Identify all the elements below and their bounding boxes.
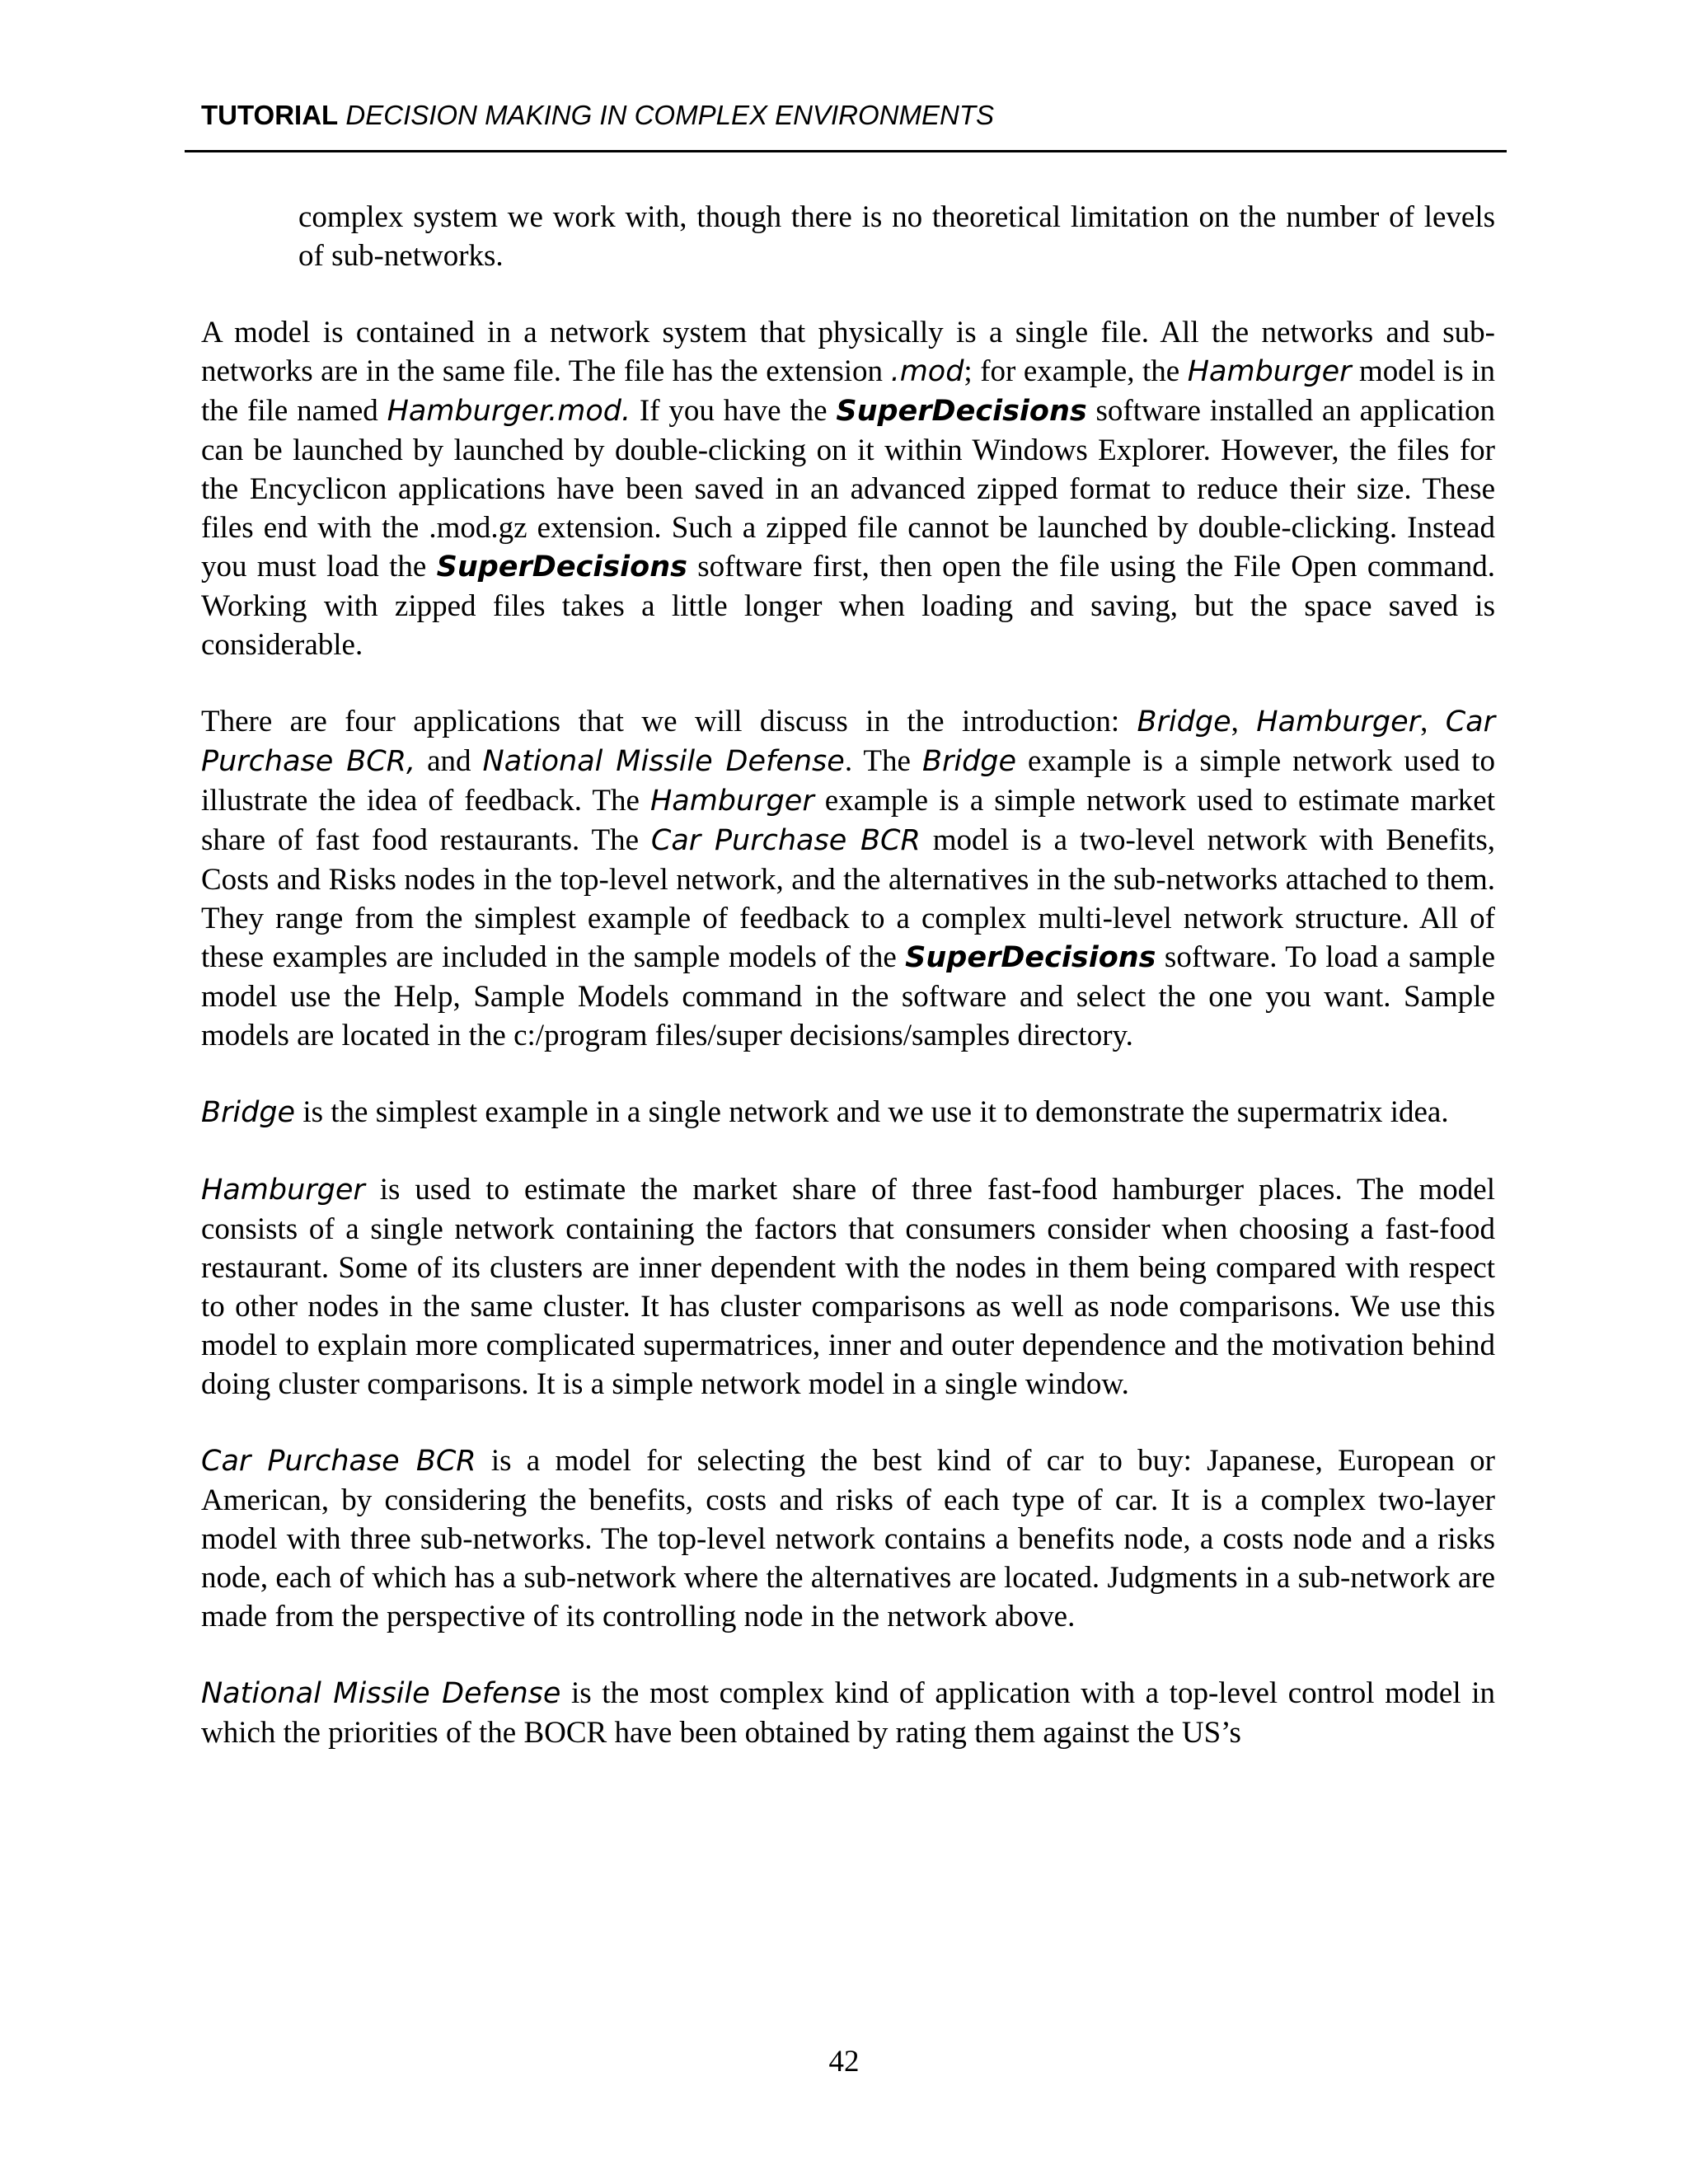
header-rule — [185, 150, 1507, 152]
model-name: Hamburger — [1187, 355, 1352, 388]
software-name: SuperDecisions — [836, 395, 1087, 428]
text-run: There are four applications that we will discuss in the introduction: — [201, 705, 1137, 738]
paragraph-bridge — [201, 1093, 1495, 1132]
text-run: A model is contained in a network system that physically is a single file. All the networks and sub-networks are in the same file. The file has the extension — [201, 316, 1495, 388]
model-name: Hamburger — [1256, 705, 1421, 738]
text-run: is used to estimate the market share of three fast-food hamburger places. The model consists of a single network containing the factors that consumers consider when choosing a fast-food restaurant. Some of its clusters are inner dependent with the nodes in them being compared with respect to other nodes in the same cluster. It has cluster comparisons as well as node comparisons. We use this model to explain more complicated supermatrices, inner and outer dependence and the motivation behind doing cluster comparisons. It is a simple network model in a single window. — [201, 1173, 1495, 1401]
text-run: example is a simple network used to estimate market share of fast food restaurants. The — [201, 784, 1495, 857]
text-run: , — [1420, 705, 1446, 738]
model-name: National Missile Defense — [201, 1677, 561, 1710]
text-run: is the most complex kind of application with a top-level control model in which the priorities of the BOCR have been obtained by rating them against the US’s — [201, 1676, 1495, 1750]
paragraph-continued — [298, 198, 1495, 275]
text-run: complex system we work with, though there is no theoretical limitation on the number of levels of sub-networks. — [298, 200, 1495, 273]
text-run: software first, then open the file using the File Open command. Working with zipped files takes a little longer when loading and saving, but the space saved is considerable. — [201, 550, 1495, 662]
text-run: . The — [844, 744, 922, 778]
paragraph-applications — [201, 702, 1495, 1055]
model-name: Bridge — [921, 745, 1017, 778]
software-name: SuperDecisions — [436, 551, 687, 583]
model-name: Bridge — [1137, 705, 1231, 738]
text-run: If you have the — [631, 394, 837, 428]
file-name: Hamburger.mod. — [387, 395, 631, 428]
text-run: software. To load a sample model use the Help, Sample Models command in the software and select the one you want. Sample models are located in the c:/program files/super decisions/samples directory. — [201, 940, 1495, 1052]
text-run: software installed an application can be launched by launched by double-clicking on it within Windows Explorer. However, the files for the Encyclicon applications have been saved in an advanced zipped format to reduce their size. These files end with the .mod.gz extension. Such a zipped file cannot be launched by double-clicking. Instead you must load the — [201, 394, 1495, 583]
model-name: Car Purchase BCR, — [201, 705, 1495, 778]
header-tutorial-label: TUTORIAL — [201, 100, 339, 130]
model-name: Car Purchase BCR — [201, 1445, 476, 1478]
text-run: , — [1231, 705, 1257, 738]
paragraph-model-file — [201, 313, 1495, 664]
text-run: model is in the file named — [201, 354, 1495, 428]
text-run: is a model for selecting the best kind of car to buy: Japanese, European or American, by considering the benefits, costs and risks of each type of car. It is a complex two-layer model with three sub-networks. The top-level network contains a benefits node, a costs node and a risks node, each of which has a sub-network where the alternatives are located. Judgments in a sub-network are made from the perspective of its controlling node in the network above. — [201, 1444, 1495, 1633]
software-name: SuperDecisions — [905, 941, 1156, 974]
model-name: National Missile Defense — [482, 745, 845, 778]
file-extension: .mod — [890, 355, 964, 388]
model-name: Bridge — [201, 1096, 296, 1129]
model-name: Hamburger — [649, 785, 814, 818]
text-run: ; for example, the — [964, 354, 1188, 388]
paragraph-hamburger — [201, 1170, 1495, 1404]
model-name: Car Purchase BCR — [650, 824, 921, 857]
text-run: is the simplest example in a single network and we use it to demonstrate the supermatrix idea. — [295, 1095, 1449, 1129]
text-run: and — [415, 744, 483, 778]
header-title: DECISION MAKING IN COMPLEX ENVIRONMENTS — [345, 100, 994, 130]
page-number: 42 — [828, 2045, 860, 2079]
paragraph-car-purchase — [201, 1441, 1495, 1636]
text-run: example is a simple network used to illustrate the idea of feedback. The — [201, 744, 1496, 818]
text-run: model is a two-level network with Benefits, Costs and Risks nodes in the top-level network, and the alternatives in the sub-networks attached to them. They range from the simplest example of feedback to a complex multi-level network structure. All of these examples are included in the sample models of the — [201, 823, 1495, 974]
model-name: Hamburger — [201, 1174, 365, 1207]
running-header — [201, 99, 1503, 132]
page-body — [201, 198, 1495, 1790]
paragraph-missile-defense — [201, 1674, 1495, 1752]
